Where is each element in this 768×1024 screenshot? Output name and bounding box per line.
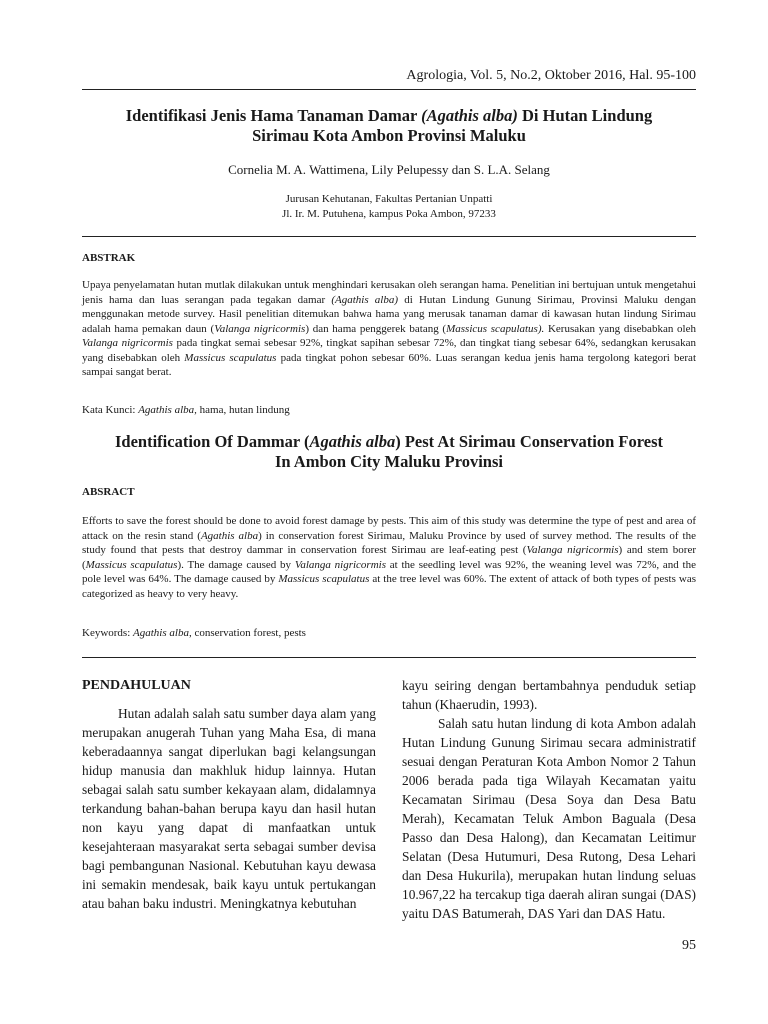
affiliation: Jurusan Kehutanan, Fakultas Pertanian Unpatti Jl. Ir. M. Putuhena, kampus Poka Ambon, 97233 — [282, 193, 496, 220]
page-number: 95 — [682, 938, 696, 953]
title-english: Identification Of Dammar (Agathis alba) Pest At Sirimau Conservation Forest In Ambon City Maluku Provinsi — [115, 432, 663, 471]
body-rule — [82, 657, 696, 658]
kata-kunci: Kata Kunci: Agathis alba, hama, hutan lindung — [82, 404, 290, 416]
section-heading: PENDAHULUAN — [82, 678, 191, 693]
title-indonesian: Identifikasi Jenis Hama Tanaman Damar (Agathis alba) Di Hutan Lindung Sirimau Kota Ambon Provinsi Maluku — [125, 106, 653, 145]
left-paragraph: Hutan adalah salah satu sumber daya alam yang merupakan anugerah Tuhan yang Maha Esa, di mana keberadaannya sangat diperlukan bagi kelangsungan hidup manusia dan makhluk hidup lainnya. Hutan sebagai salah satu sumber kekayaan alam, didalamnya terkandung bahan-bahan berupa kayu dan hasil hutan non kayu yang dapat di manfaatkan untuk kesejahteraan masyarakat serta sebagai sumber devisa bagi pembangunan Nasional. Kebutuhan kayu dewasa ini semakin mendesak, baik kayu untuk pertukangan atau bahan baku industri. Meningkatnya kebutuhan — [82, 706, 376, 911]
affiliation-rule — [82, 236, 696, 237]
abstrak-heading: ABSTRAK — [82, 252, 136, 264]
right-paragraph-1: kayu seiring dengan bertambahnya penduduk setiap tahun (Khaerudin, 1993). — [402, 678, 696, 712]
abstract-text: Efforts to save the forest should be done to avoid forest damage by pests. This aim of this study was determine the type of pest and area of attack on the resin stand (Agathis alba) in conservation forest Sirimau, Maluku Province by used of survey method. The results of the study found that pests that destroy dammar in conservation forest Sirimau are leaf-eating pest (Valanga nigricormis) and stem borer (Massicus scapulatus). The damage caused by Valanga nigricormis at the seedling level was 92%, the weaning level was 72%, and the pole level was 64%. The damage caused by Massicus scapulatus at the tree level was 60%. The extent of attack of both types of pests was categorized as heavy to very heavy. — [82, 515, 696, 600]
header-rule — [82, 89, 696, 90]
authors: Cornelia M. A. Wattimena, Lily Pelupessy dan S. L.A. Selang — [228, 162, 550, 177]
abstract-heading: ABSRACT — [82, 486, 135, 498]
journal-reference: Agrologia, Vol. 5, No.2, Oktober 2016, Hal. 95-100 — [406, 68, 696, 83]
right-paragraph-2: Salah satu hutan lindung di kota Ambon adalah Hutan Lindung Gunung Sirimau secara administratif sesuai dengan Peraturan Kota Ambon Nomor 2 Tahun 2006 berada pada tiga Wilayah Kecamatan yaitu Kecamatan Sirimau (Desa Soya dan Desa Batu Merah), Kecamatan Teluk Ambon Baguala (Desa Passo dan Desa Halong), dan Kecamatan Leitimur Selatan (Desa Hutumuri, Desa Rutong, Desa Lehari dan Desa Hukurila), merupakan hutan lindung seluas 10.967,22 ha tercakup tiga daerah aliran sungai (DAS) yaitu DAS Batumerah, DAS Yari dan DAS Hatu. — [402, 716, 696, 921]
abstrak-text: Upaya penyelamatan hutan mutlak dilakukan untuk menghindari kerusakan oleh serangan hama. Penelitian ini bertujuan untuk mengetahui jenis hama dan luas serangan pada tegakan damar (Agathis alba) di Hutan Lindung Gunung Sirimau, Provinsi Maluku dengan menggunakan metode survey. Hasil penelitian ditemukan bahwa hama yang merusak tanaman damar di kawasan hutan lindung Sirimau adalah hama pemakan daun (Valanga nigricormis) dan hama penggerek batang (Massicus scapulatus). Kerusakan yang disebabkan oleh Valanga nigricormis pada tingkat semai sebesar 92%, tingkat sapihan sebesar 72%, dan tingkat tiang sebesar 64%, sedangkan kerusakan yang disebabkan oleh Massicus scapulatus pada tingkat pohon sebesar 60%. Luas serangan kedua jenis hama tergolong kategori berat sampai sangat berat. — [82, 279, 697, 378]
keywords: Keywords: Agathis alba, conservation forest, pests — [82, 627, 306, 639]
left-column — [82, 676, 376, 913]
right-column — [402, 676, 696, 923]
